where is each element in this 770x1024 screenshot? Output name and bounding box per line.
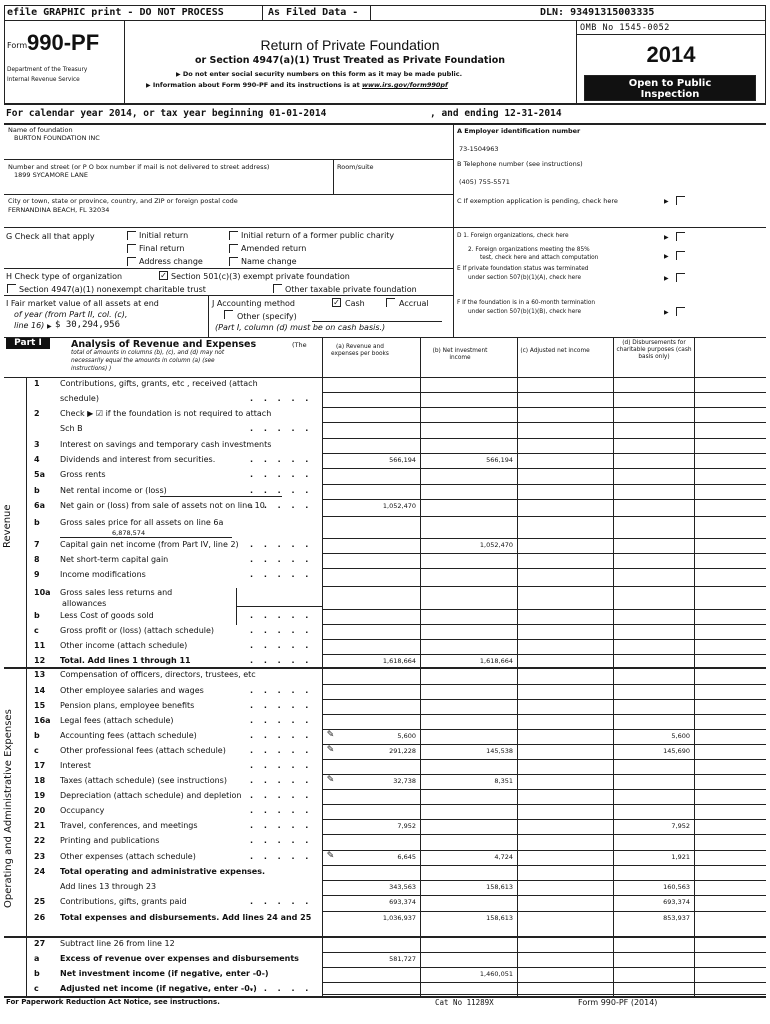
city-label: City or town, state or province, country, and ZIP or foreign postal code (8, 197, 238, 205)
accounting-method-label: J Accounting method (212, 299, 296, 308)
line-label: Check ▶ ☑ if the foundation is not required to attach (60, 409, 272, 418)
row-divider (322, 438, 766, 439)
line-label: Contributions, gifts, grants, etc , received (attach (60, 379, 258, 388)
footer-paperwork: For Paperwork Reduction Act Notice, see instructions. (6, 998, 220, 1006)
initial-return-checkbox[interactable] (127, 231, 136, 240)
line-label: Less Cost of goods sold (60, 611, 154, 620)
line-number: b (34, 611, 40, 620)
line-number: b (34, 486, 40, 495)
footer-cat-no: Cat No 11289X (435, 998, 494, 1007)
cell-b[interactable]: 4,724 (494, 853, 513, 861)
cell-a[interactable]: 5,600 (397, 732, 416, 740)
foundation-name: BURTON FOUNDATION INC (14, 134, 100, 142)
dln-number: DLN: 93491315003335 (540, 7, 655, 18)
part1-tag: Part I (6, 338, 50, 349)
line6b-amount: 6,878,574 (112, 529, 146, 537)
street-address: 1899 SYCAMORE LANE (14, 171, 88, 179)
cell-b[interactable]: 8,351 (494, 777, 513, 785)
foreign-85-label-2: test, check here and attach computation (480, 255, 599, 261)
line-label: Interest on savings and temporary cash investments (60, 440, 272, 449)
row-divider (322, 911, 766, 912)
leader-dots: . . . . . (250, 716, 313, 725)
line-label: Other income (attach schedule) (60, 641, 188, 650)
row-divider (322, 895, 766, 896)
status-terminated-checkbox[interactable] (676, 273, 685, 282)
row-divider (322, 484, 766, 485)
cell-a[interactable]: 1,036,937 (382, 914, 416, 922)
arrow-icon (176, 70, 181, 78)
leader-dots: . . . . . (250, 626, 313, 635)
row-divider (322, 759, 766, 760)
line-label: Net investment income (if negative, enter -0-) (60, 969, 269, 978)
line-label: Net gain or (loss) from sale of assets not on line 10 (60, 501, 265, 510)
accrual-label: Accrual (399, 299, 429, 308)
cell-b[interactable]: 1,618,664 (479, 657, 513, 665)
other-taxable-label: Other taxable private foundation (285, 285, 417, 294)
row-divider (322, 967, 766, 968)
leader-dots: . . . . . (250, 424, 313, 433)
line-number: 14 (34, 686, 46, 695)
leader-dots: . . . . . (250, 731, 313, 740)
row-divider (322, 668, 766, 669)
section-g-label: G Check all that apply (6, 232, 95, 241)
ssn-note-text: Do not enter social security numbers on this form as it may be made public. (182, 70, 463, 78)
row-divider (322, 609, 766, 610)
amended-return-checkbox[interactable] (229, 244, 238, 253)
cell-b[interactable]: 566,194 (486, 456, 513, 464)
line-number: 13 (34, 670, 46, 679)
line-label: Contributions, gifts, grants paid (60, 897, 187, 906)
cash-checkbox[interactable]: ✓ (333, 298, 340, 307)
cell-d[interactable]: 693,374 (663, 898, 690, 906)
line-number: 17 (34, 761, 46, 770)
row-divider (322, 834, 766, 835)
phone-label: B Telephone number (see instructions) (457, 160, 583, 168)
line-label: Taxes (attach schedule) (see instructions) (60, 776, 227, 785)
row-divider (322, 422, 766, 423)
termination-60-label-2: under section 507(b)(1)(B), check here (468, 309, 582, 315)
row-divider (322, 553, 766, 554)
arrow-icon (146, 81, 151, 89)
as-filed-label: As Filed Data - (268, 7, 359, 18)
leader-dots: . . . . . (250, 791, 313, 800)
leader-dots: . . . . . (250, 806, 313, 815)
row-divider (322, 568, 766, 569)
leader-dots: . . . . . (250, 641, 313, 650)
leader-dots: . . . . . (250, 821, 313, 830)
cell-d[interactable]: 1,921 (671, 853, 690, 861)
termination-60-checkbox[interactable] (676, 307, 685, 316)
line-number: 6a (34, 501, 45, 510)
cash-label: Cash (345, 299, 365, 308)
city-state-zip: FERNANDINA BEACH, FL 32034 (8, 206, 110, 214)
line-label: Accounting fees (attach schedule) (60, 731, 197, 740)
row-divider (322, 819, 766, 820)
cell-d[interactable]: 7,952 (671, 822, 690, 830)
status-terminated-label-2: under section 507(b)(1)(A), check here (468, 275, 582, 281)
omb-number: OMB No 1545-0052 (580, 23, 670, 33)
col-c-header: (c) Adjusted net income (520, 348, 590, 354)
leader-dots: . . . . . (250, 486, 313, 495)
col-a-header: (a) Revenue and expenses per books (331, 344, 389, 357)
row-divider (322, 804, 766, 805)
section-501c3-checkbox[interactable]: ✓ (160, 271, 167, 280)
final-return-checkbox[interactable] (127, 244, 136, 253)
line-label: Total operating and administrative expenses. (60, 867, 265, 876)
line-number: 20 (34, 806, 46, 815)
cell-a[interactable]: 6,645 (397, 853, 416, 861)
name-label: Name of foundation (8, 126, 73, 134)
fmv-label-3: line 16) (14, 321, 45, 330)
line-number: 9 (34, 570, 40, 579)
leader-dots: . . . . . (250, 686, 313, 695)
line-label: Occupancy (60, 806, 105, 815)
calendar-line: For calendar year 2014, or tax year beginning 01-01-2014 (6, 108, 327, 119)
other-method-label: Other (specify) (237, 312, 297, 321)
initial-return-label: Initial return (139, 231, 189, 240)
line-label: Total. Add lines 1 through 11 (60, 656, 191, 665)
ssn-note (176, 70, 462, 78)
row-divider (322, 880, 766, 881)
cell-a[interactable]: 1,052,470 (382, 502, 416, 510)
attachment-icon[interactable]: ✎ (326, 775, 335, 785)
line-number: c (34, 626, 39, 635)
line-number: 25 (34, 897, 46, 906)
row-divider (322, 499, 766, 500)
line-label: Printing and publications (60, 836, 160, 845)
leader-dots: . . . . . (250, 852, 313, 861)
cell-b[interactable]: 158,613 (486, 914, 513, 922)
tax-year: 2014 (646, 42, 696, 67)
info-note-text: Information about Form 990-PF and its instructions is at (152, 81, 362, 89)
leader-dots: . . . . . (250, 555, 313, 564)
cell-b[interactable]: 158,613 (486, 883, 513, 891)
row-divider (322, 937, 766, 938)
leader-dots: . . . . . (250, 570, 313, 579)
row-divider (322, 850, 766, 851)
section-501c3-label: Section 501(c)(3) exempt private foundation (171, 272, 350, 281)
line-label: Pension plans, employee benefits (60, 701, 195, 710)
info-note (146, 81, 448, 89)
line-number: 15 (34, 701, 46, 710)
address-change-checkbox[interactable] (127, 257, 136, 266)
cell-a[interactable]: 566,194 (389, 456, 416, 464)
open-public-line2: Inspection (640, 89, 700, 100)
row-divider (322, 586, 766, 587)
section-4947-checkbox[interactable] (7, 284, 16, 293)
line-number: 4 (34, 455, 40, 464)
line-number: 23 (34, 852, 46, 861)
line-label: Gross sales price for all assets on line 6a (60, 518, 224, 527)
row-divider (322, 729, 766, 730)
line-label: Other expenses (attach schedule) (60, 852, 196, 861)
cell-a[interactable]: 1,618,664 (382, 657, 416, 665)
line-label: Add lines 13 through 23 (60, 882, 157, 891)
leader-dots: . . . . . (250, 656, 313, 665)
row-divider (322, 654, 766, 655)
foreign-85-label-1: 2. Foreign organizations meeting the 85% (468, 247, 590, 253)
leader-dots: . . . . . (250, 984, 313, 993)
arrow-icon (664, 196, 669, 205)
row-divider (322, 774, 766, 775)
cell-b[interactable]: 1,052,470 (479, 541, 513, 549)
line-number: 27 (34, 939, 46, 948)
leader-dots: . . . . . (250, 611, 313, 620)
line-number: 26 (34, 913, 46, 922)
form-prefix: Form (7, 41, 28, 50)
leader-dots: . . . . . (250, 540, 313, 549)
fmv-label-2: of year (from Part II, col. (c), (14, 310, 128, 319)
leader-dots: . . . . . (250, 470, 313, 479)
cell-a[interactable]: 7,952 (397, 822, 416, 830)
cell-d[interactable]: 853,937 (663, 914, 690, 922)
line-number: 24 (34, 867, 46, 876)
arrow-icon (664, 273, 669, 282)
fmv-value: $ 30,294,956 (55, 320, 121, 330)
line-label: Compensation of officers, directors, trustees, etc (60, 670, 256, 679)
line-number: 21 (34, 821, 46, 830)
col-b-header: (b) Net investment income (432, 348, 488, 361)
row-divider (322, 516, 766, 517)
line-label: Dividends and interest from securities. (60, 455, 216, 464)
ein-label: A Employer identification number (457, 127, 581, 135)
footer-form: Form 990-PF (2014) (578, 998, 658, 1007)
leader-dots: . . . . . (250, 501, 313, 510)
line-number: 16a (34, 716, 51, 725)
ein-value: 73-1504963 (459, 145, 499, 153)
line-number: b (34, 969, 40, 978)
row-divider (322, 865, 766, 866)
row-divider (322, 407, 766, 408)
room-label: Room/suite (337, 163, 374, 171)
row-divider (322, 538, 766, 539)
arrow-icon (664, 232, 669, 241)
row-divider (322, 952, 766, 953)
line-number: c (34, 746, 39, 755)
row-divider (322, 994, 766, 995)
cell-d[interactable]: 5,600 (671, 732, 690, 740)
line-number: 10a (34, 588, 51, 597)
cell-b[interactable]: 145,538 (486, 747, 513, 755)
leader-dots: . . . . . (250, 746, 313, 755)
form-subtitle: or Section 4947(a)(1) Trust Treated as Private Foundation (194, 55, 506, 66)
other-method-checkbox[interactable] (224, 310, 233, 319)
row-divider (322, 392, 766, 393)
line-number: 12 (34, 656, 46, 665)
side-label-revenue: Revenue (2, 504, 13, 548)
termination-60-label-1: F If the foundation is in a 60-month termination (457, 300, 596, 306)
attachment-icon[interactable]: ✎ (326, 745, 335, 755)
line-number: 22 (34, 836, 46, 845)
line-label: Adjusted net income (if negative, enter -0-) (60, 984, 257, 993)
form-number: 990-PF (27, 30, 100, 55)
part1-desc-1: total of amounts in columns (b), (c), and (d) may not (71, 350, 225, 356)
former-public-charity-label: Initial return of a former public charity (241, 231, 395, 240)
row-divider (322, 684, 766, 685)
name-change-label: Name change (241, 257, 297, 266)
line-number: 3 (34, 440, 40, 449)
foreign-85-checkbox[interactable] (676, 251, 685, 260)
row-divider (322, 624, 766, 625)
foreign-org-checkbox[interactable] (676, 232, 685, 241)
row-divider (322, 639, 766, 640)
arrow-icon (664, 307, 669, 316)
line-number: 1 (34, 379, 40, 388)
exemption-pending-label: C If exemption application is pending, check here (457, 197, 618, 205)
open-public-line1: Open to Public (628, 78, 712, 89)
col-d-header: (d) Disbursements for charitable purposes (cash basis only) (616, 340, 692, 360)
exemption-pending-checkbox[interactable] (676, 196, 685, 205)
dept-irs: Internal Revenue Service (7, 77, 80, 83)
line-label: Gross profit or (loss) (attach schedule) (60, 626, 215, 635)
row-divider (322, 453, 766, 454)
section-4947-label: Section 4947(a)(1) nonexempt charitable trust (19, 285, 206, 294)
phone-value: (405) 755-5571 (459, 178, 510, 186)
line-number: c (34, 984, 39, 993)
efile-banner: efile GRAPHIC print - DO NOT PROCESS (7, 7, 224, 18)
line-label: Subtract line 26 from line 12 (60, 939, 175, 948)
attachment-icon[interactable]: ✎ (326, 851, 335, 861)
line-number: b (34, 518, 40, 527)
line-number: 11 (34, 641, 46, 650)
line-number: 5a (34, 470, 45, 479)
line-number: 7 (34, 540, 40, 549)
line-label: Gross rents (60, 470, 106, 479)
row-divider (322, 789, 766, 790)
line-number: a (34, 954, 40, 963)
cell-d[interactable]: 145,690 (663, 747, 690, 755)
line-label: Sch B (60, 424, 83, 433)
leader-dots: . . . . . (250, 394, 313, 403)
leader-dots: . . . . . (250, 761, 313, 770)
attachment-icon[interactable]: ✎ (326, 730, 335, 740)
line-number: 19 (34, 791, 46, 800)
leader-dots: . . . . . (250, 776, 313, 785)
row-divider (322, 982, 766, 983)
line-label: Travel, conferences, and meetings (60, 821, 198, 830)
line10a-allowances: allowances (62, 599, 107, 608)
line-label: Net rental income or (loss) (60, 486, 167, 495)
cell-a[interactable]: 581,727 (389, 955, 416, 963)
line-number: 2 (34, 409, 40, 418)
leader-dots: . . . . . (250, 897, 313, 906)
line-label: Interest (60, 761, 91, 770)
form-title: Return of Private Foundation (260, 37, 440, 53)
part1-desc-3: instructions) ) (71, 366, 112, 372)
line-label: Legal fees (attach schedule) (60, 716, 174, 725)
dept-treasury: Department of the Treasury (7, 67, 88, 73)
cell-b[interactable]: 1,460,051 (479, 970, 513, 978)
line-label: Gross sales less returns and (60, 588, 173, 597)
status-terminated-label-1: E If private foundation status was terminated (457, 266, 589, 272)
line-label: Depreciation (attach schedule) and depletion (60, 791, 242, 800)
row-divider (322, 744, 766, 745)
cash-basis-note: (Part I, column (d) must be on cash basis.) (215, 323, 386, 332)
section-h-label: H Check type of organization (6, 272, 123, 281)
part1-title: Analysis of Revenue and Expenses (71, 339, 257, 350)
amended-return-label: Amended return (241, 244, 307, 253)
line-label: Excess of revenue over expenses and disbursements (60, 954, 299, 963)
line-number: 8 (34, 555, 40, 564)
line-label: Income modifications (60, 570, 146, 579)
row-divider (322, 699, 766, 700)
line-label: Other professional fees (attach schedule) (60, 746, 226, 755)
cell-a[interactable]: 291,228 (389, 747, 416, 755)
former-public-charity-checkbox[interactable] (229, 231, 238, 240)
line-label: schedule) (60, 394, 99, 403)
leader-dots: . . . . . (250, 836, 313, 845)
cell-a[interactable]: 343,563 (389, 883, 416, 891)
line-number: 18 (34, 776, 46, 785)
name-change-checkbox[interactable] (229, 257, 238, 266)
arrow-icon (664, 251, 669, 260)
side-label-expenses: Operating and Administrative Expenses (3, 709, 14, 908)
line-number: b (34, 731, 40, 740)
line-label: Net short-term capital gain (60, 555, 169, 564)
cell-d[interactable]: 160,563 (663, 883, 690, 891)
leader-dots: . . . . . (250, 455, 313, 464)
fmv-label-1: I Fair market value of all assets at end (6, 299, 159, 308)
accrual-checkbox[interactable] (386, 298, 395, 307)
arrow-icon (47, 321, 52, 330)
foreign-org-label: D 1. Foreign organizations, check here (457, 233, 569, 239)
final-return-label: Final return (139, 244, 185, 253)
cell-a[interactable]: 693,374 (389, 898, 416, 906)
line-label: Other employee salaries and wages (60, 686, 204, 695)
open-to-public-badge (584, 75, 756, 101)
row-divider (322, 468, 766, 469)
leader-dots: . . . . . (250, 701, 313, 710)
irs-link[interactable]: www.irs.gov/form990pf (362, 81, 448, 89)
row-divider (322, 714, 766, 715)
line-label: Total expenses and disbursements. Add lines 24 and 25 (60, 913, 312, 922)
line-label: Capital gain net income (from Part IV, line 2) (60, 540, 239, 549)
calendar-ending: , and ending 12-31-2014 (430, 108, 562, 119)
cell-a[interactable]: 32,738 (393, 777, 416, 785)
part1-title-note: (The (292, 341, 307, 349)
address-change-label: Address change (139, 257, 203, 266)
part1-desc-2: necessarily equal the amounts in column (a) (see (71, 358, 215, 364)
other-taxable-checkbox[interactable] (273, 284, 282, 293)
street-label: Number and street (or P O box number if mail is not delivered to street address) (8, 163, 270, 171)
